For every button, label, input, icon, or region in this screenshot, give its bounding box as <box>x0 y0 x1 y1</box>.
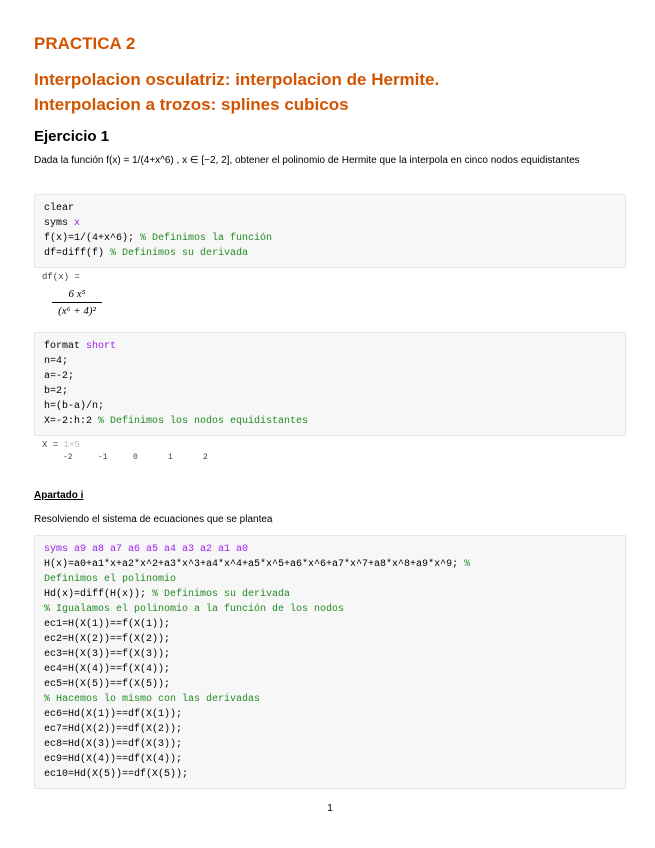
code-token: short <box>86 341 117 352</box>
code-token: clear <box>44 203 75 214</box>
subtitle-line-1: Interpolacion osculatriz: interpolacion de Hermite. <box>34 70 440 89</box>
code-line <box>44 572 625 587</box>
code-token: ec3=H(X(3))==f(X(3)); <box>44 649 171 660</box>
code-line <box>44 557 625 572</box>
code-block-3[interactable] <box>34 535 626 789</box>
code-token: ec7=Hd(X(2))==df(X(2)); <box>44 724 183 735</box>
code-line <box>44 231 625 246</box>
code-line <box>44 767 625 782</box>
code-line <box>44 587 625 602</box>
code-token: % Definimos la función <box>140 233 273 244</box>
fraction-denominator: (x⁶ + 4)² <box>58 305 96 317</box>
code-line <box>44 752 625 767</box>
subtitle-line-2: Interpolacion a trozos: splines cubicos <box>34 95 349 114</box>
code-block-1[interactable] <box>34 194 626 268</box>
code-line <box>44 692 625 707</box>
code-token: % <box>464 559 471 570</box>
code-token: ec1=H(X(1))==f(X(1)); <box>44 619 171 630</box>
vector-value: 2 <box>203 453 208 462</box>
code-line <box>44 602 625 617</box>
code-token: % Igualamos el polinomio a la función de los nodos <box>44 604 345 615</box>
output-x-label: X = <box>42 440 64 450</box>
code-token: % Definimos los nodos equidistantes <box>98 416 309 427</box>
code-token: ec8=Hd(X(3))==df(X(3)); <box>44 739 183 750</box>
code-token: X=-2:h:2 <box>44 416 99 427</box>
code-token: syms <box>44 218 75 229</box>
subsection-heading: Apartado i <box>34 490 84 501</box>
paragraph-2: Resolviendo el sistema de ecuaciones que se plantea <box>34 514 273 525</box>
output-label-x <box>42 440 80 450</box>
code-line <box>44 339 625 354</box>
code-token: b=2; <box>44 386 69 397</box>
code-token: f(x)=1/(4+x^6); <box>44 233 141 244</box>
code-token: n=4; <box>44 356 69 367</box>
code-token: ec4=H(X(4))==f(X(4)); <box>44 664 171 675</box>
vector-value: -2 <box>63 453 73 462</box>
code-line <box>44 617 625 632</box>
code-token: x <box>74 218 81 229</box>
fraction-numerator: 6 x⁵ <box>52 288 102 303</box>
code-token: h=(b-a)/n; <box>44 401 105 412</box>
page-title: PRACTICA 2 <box>34 34 136 53</box>
code-token: ec5=H(X(5))==f(X(5)); <box>44 679 171 690</box>
code-line <box>44 722 625 737</box>
code-line <box>44 399 625 414</box>
code-token: a=-2; <box>44 371 75 382</box>
code-block-2[interactable] <box>34 332 626 436</box>
code-line <box>44 216 625 231</box>
code-token: Definimos el polinomio <box>44 574 177 585</box>
output-label-df: df(x) = <box>42 272 80 282</box>
output-fraction <box>52 288 102 317</box>
vector-value: -1 <box>98 453 108 462</box>
code-line <box>44 201 625 216</box>
code-token: % Hacemos lo mismo con las derivadas <box>44 694 261 705</box>
code-token: ec9=Hd(X(4))==df(X(4)); <box>44 754 183 765</box>
code-line <box>44 662 625 677</box>
code-token: ec6=Hd(X(1))==df(X(1)); <box>44 709 183 720</box>
code-token: Hd(x)=diff(H(x)); <box>44 589 153 600</box>
code-token: H(x)=a0+a1*x+a2*x^2+a3*x^3+a4*x^4+a5*x^5+a6*x^6+a7*x^7+a8*x^8+a9*x^9; <box>44 559 465 570</box>
code-line <box>44 414 625 429</box>
code-line <box>44 677 625 692</box>
code-token: ec10=Hd(X(5))==df(X(5)); <box>44 769 189 780</box>
section-heading: Ejercicio 1 <box>34 128 110 145</box>
code-line <box>44 647 625 662</box>
output-vector <box>63 453 238 462</box>
code-token: ec2=H(X(2))==f(X(2)); <box>44 634 171 645</box>
code-token: format <box>44 341 87 352</box>
code-line <box>44 384 625 399</box>
page-subtitle <box>34 67 439 117</box>
code-token: % Definimos su derivada <box>110 248 249 259</box>
output-x-size: 1×5 <box>63 440 80 450</box>
intro-paragraph: Dada la función f(x) = 1/(4+x^6) , x ∈ [−2, 2], obtener el polinomio de Hermite que la interpola en cinco nodos equidistantes <box>34 155 580 166</box>
code-line <box>44 737 625 752</box>
page-number: 1 <box>327 803 333 814</box>
code-line <box>44 707 625 722</box>
code-token: % Definimos su derivada <box>152 589 291 600</box>
vector-value: 1 <box>168 453 173 462</box>
code-line <box>44 369 625 384</box>
code-line <box>44 542 625 557</box>
code-line <box>44 354 625 369</box>
code-line <box>44 632 625 647</box>
vector-value: 0 <box>133 453 138 462</box>
code-token: df=diff(f) <box>44 248 111 259</box>
code-token: syms a9 a8 a7 a6 a5 a4 a3 a2 a1 a0 <box>44 544 249 555</box>
code-line <box>44 246 625 261</box>
